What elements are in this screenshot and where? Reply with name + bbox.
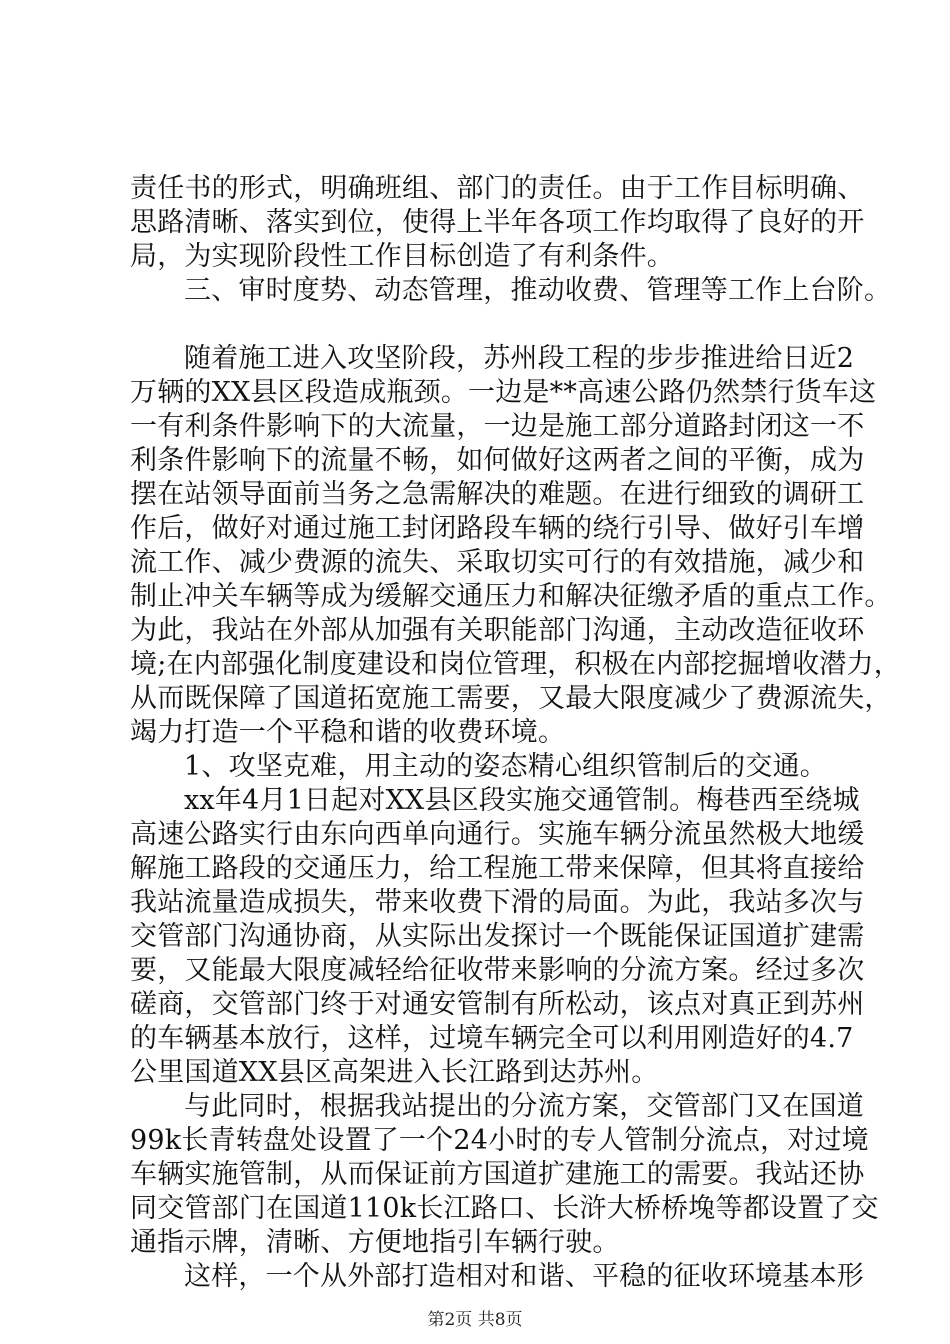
- text-line: 利条件影响下的流量不畅，如何做好这两者之间的平衡，成为: [130, 445, 865, 476]
- text-line: 竭力打造一个平稳和谐的收费环境。: [130, 717, 566, 748]
- text-line: 境;在内部强化制度建设和岗位管理，积极在内部挖掘增收潜力，: [130, 649, 901, 680]
- text-line: 高速公路实行由东向西单向通行。实施车辆分流虽然极大地缓: [130, 819, 865, 850]
- text-line: 局，为实现阶段性工作目标创造了有利条件。: [130, 241, 674, 272]
- text-line: 的车辆基本放行，这样，过境车辆完全可以利用刚造好的4.7: [130, 1023, 854, 1054]
- text-line: xx年4月1日起对XX县区段实施交通管制。梅巷西至绕城: [184, 785, 860, 816]
- text-line: 我站流量造成损失，带来收费下滑的局面。为此，我站多次与: [130, 887, 865, 918]
- text-line: 要，又能最大限度减轻给征收带来影响的分流方案。经过多次: [130, 955, 865, 986]
- text-line: 一有利条件影响下的大流量，一边是施工部分道路封闭这一不: [130, 411, 865, 442]
- text-line: 随着施工进入攻坚阶段，苏州段工程的步步推进给日近2: [184, 343, 855, 374]
- text-line: 解施工路段的交通压力，给工程施工带来保障，但其将直接给: [130, 853, 865, 884]
- text-line: 作后，做好对通过施工封闭路段车辆的绕行引导、做好引车增: [130, 513, 865, 544]
- text-line: 通指示牌，清晰、方便地指引车辆行驶。: [130, 1227, 620, 1258]
- text-line: 这样，一个从外部打造相对和谐、平稳的征收环境基本形: [184, 1261, 864, 1292]
- section-heading: 三、审时度势、动态管理，推动收费、管理等工作上台阶。: [184, 275, 892, 306]
- page-footer: 第2页 共8页: [427, 1310, 523, 1330]
- text-line: 万辆的XX县区段造成瓶颈。一边是**高速公路仍然禁行货车这: [130, 377, 877, 408]
- text-line: 同交管部门在国道110k长江路口、长浒大桥桥堍等都设置了交: [130, 1193, 879, 1224]
- text-line: 交管部门沟通协商，从实际出发探讨一个既能保证国道扩建需: [130, 921, 865, 952]
- text-line: 思路清晰、落实到位，使得上半年各项工作均取得了良好的开: [130, 207, 865, 238]
- text-line: 99k长青转盘处设置了一个24小时的专人管制分流点，对过境: [130, 1125, 869, 1156]
- text-line: 责任书的形式，明确班组、部门的责任。由于工作目标明确、: [130, 173, 865, 204]
- text-line: 公里国道XX县区高架进入长江路到达苏州。: [130, 1057, 659, 1088]
- text-line: 与此同时，根据我站提出的分流方案，交管部门又在国道: [184, 1091, 864, 1122]
- text-line: 从而既保障了国道拓宽施工需要，又最大限度减少了费源流失，: [130, 683, 892, 714]
- subsection-heading: 1、攻坚克难，用主动的姿态精心组织管制后的交通。: [184, 751, 827, 782]
- text-line: 制止冲关车辆等成为缓解交通压力和解决征缴矛盾的重点工作。: [130, 581, 892, 612]
- text-line: 车辆实施管制，从而保证前方国道扩建施工的需要。我站还协: [130, 1159, 865, 1190]
- text-line: 为此，我站在外部从加强有关职能部门沟通，主动改造征收环: [130, 615, 865, 646]
- text-line: 流工作、减少费源的流失、采取切实可行的有效措施，减少和: [130, 547, 865, 578]
- text-line: 摆在站领导面前当务之急需解决的难题。在进行细致的调研工: [130, 479, 865, 510]
- text-line: 磋商，交管部门终于对通安管制有所松动，该点对真正到苏州: [130, 989, 865, 1020]
